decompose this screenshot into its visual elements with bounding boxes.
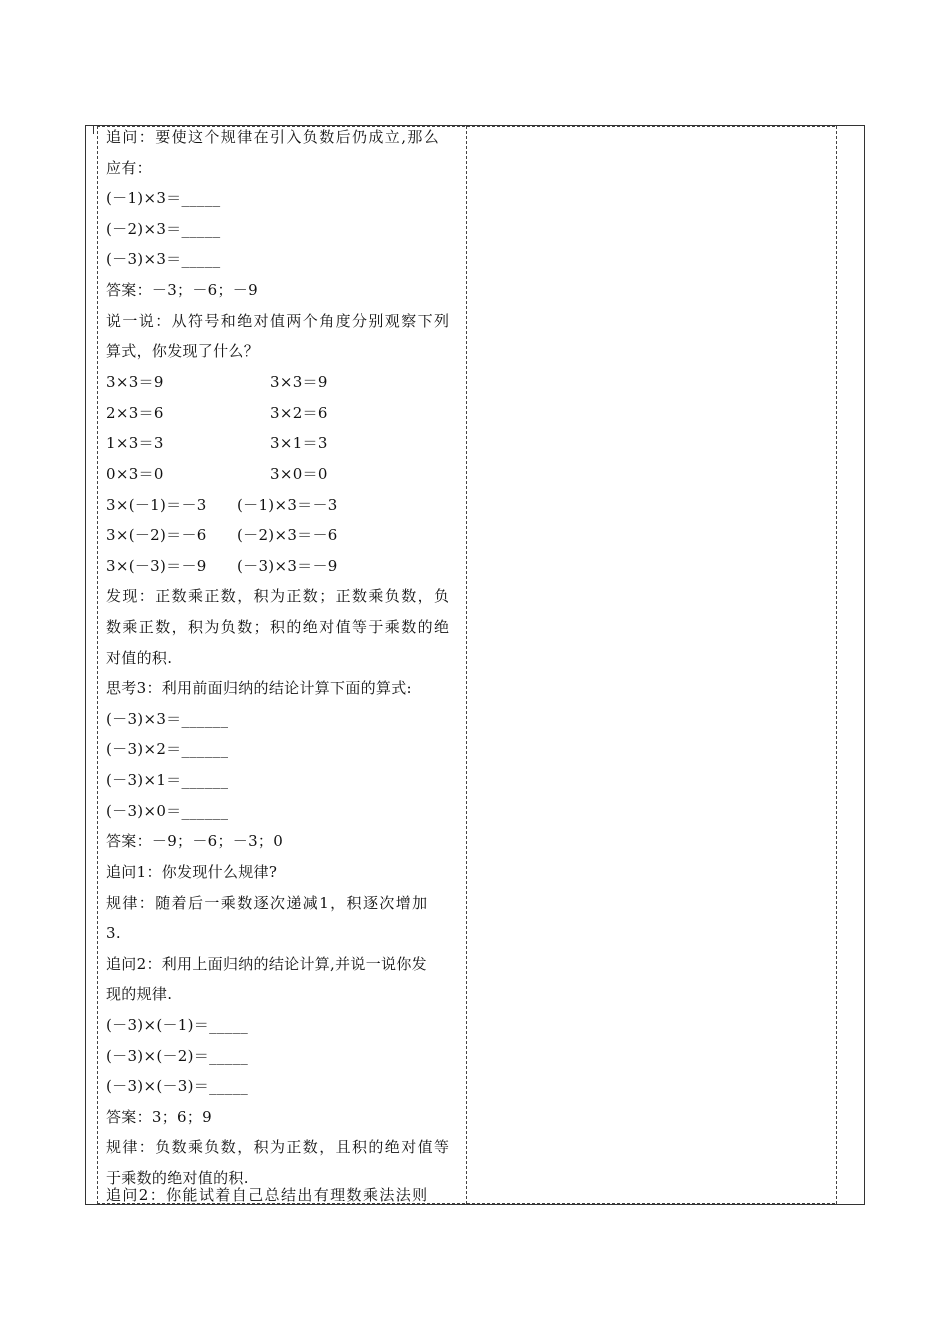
equation-right: (－2)×3＝－6 (237, 526, 338, 544)
text-line: 应有： (106, 159, 152, 177)
equation-left: 3×3＝9 (106, 373, 164, 391)
text-line: 规律：负数乘负数，积为正数，且积的绝对值等 (106, 1138, 451, 1156)
equation-right: (－1)×3＝－3 (237, 496, 338, 514)
equation-left: 3×(－2)＝－6 (106, 526, 207, 544)
equation-blank: (－1)×3＝_____ (106, 189, 221, 207)
equation-blank: (－3)×(－2)＝_____ (106, 1047, 249, 1065)
equation-blank: (－3)×1＝______ (106, 771, 229, 789)
equation-right: 3×1＝3 (270, 434, 328, 452)
answer-line: 答案：3；6；9 (106, 1108, 213, 1126)
text-line: 发现：正数乘正数，积为正数；正数乘负数，负 (106, 587, 451, 605)
table-corner-tick (93, 126, 94, 134)
text-line: 规律：随着后一乘数逐次递减1，积逐次增加 (106, 894, 429, 912)
equation-blank: (－2)×3＝_____ (106, 220, 221, 238)
equation-blank: (－3)×(－1)＝_____ (106, 1016, 249, 1034)
equation-blank: (－3)×0＝______ (106, 802, 229, 820)
text-line: 数乘正数，积为负数；积的绝对值等于乘数的绝 (106, 618, 451, 636)
text-line: 对值的积. (106, 649, 173, 667)
equation-left: 2×3＝6 (106, 404, 164, 422)
equation-blank: (－3)×3＝_____ (106, 250, 221, 268)
text-line: 3. (106, 924, 121, 942)
answer-line: 答案：－9；－6；－3；0 (106, 832, 284, 850)
equation-right: 3×3＝9 (270, 373, 328, 391)
equation-blank: (－3)×3＝______ (106, 710, 229, 728)
equation-left: 0×3＝0 (106, 465, 164, 483)
equation-left: 3×(－1)＝－3 (106, 496, 207, 514)
answer-line: 答案：－3；－6；－9 (106, 281, 258, 299)
text-line: 说一说：从符号和绝对值两个角度分别观察下列 (106, 312, 451, 330)
equation-right: (－3)×3＝－9 (237, 557, 338, 575)
equation-blank: (－3)×2＝______ (106, 740, 229, 758)
text-line: 思考3：利用前面归纳的结论计算下面的算式: (106, 679, 412, 697)
equation-right: 3×0＝0 (270, 465, 328, 483)
text-line: 追问2：利用上面归纳的结论计算,并说一说你发 (106, 955, 427, 973)
left-dashed-border (97, 126, 98, 1204)
right-dashed-border (836, 126, 837, 1204)
text-line: 算式，你发现了什么？ (106, 342, 260, 360)
text-line: 现的规律. (106, 985, 173, 1003)
text-line: 追问2：你能试着自己总结出有理数乘法法则 (106, 1186, 429, 1204)
text-line: 于乘数的绝对值的积. (106, 1169, 249, 1187)
equation-blank: (－3)×(－3)＝_____ (106, 1077, 249, 1095)
equation-left: 1×3＝3 (106, 434, 164, 452)
equation-right: 3×2＝6 (270, 404, 328, 422)
middle-dashed-border (466, 126, 467, 1204)
equation-left: 3×(－3)＝－9 (106, 557, 207, 575)
text-line: 追问1：你发现什么规律? (106, 863, 278, 881)
text-line: 追问：要使这个规律在引入负数后仍成立,那么 (106, 128, 441, 146)
